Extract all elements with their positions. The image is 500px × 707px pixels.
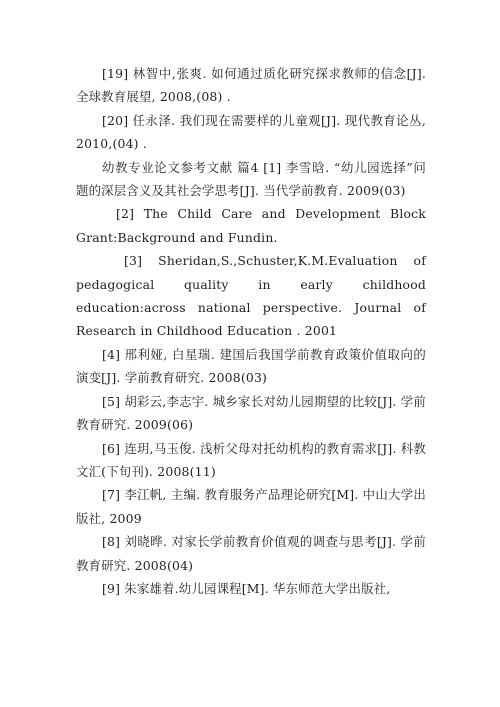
reference-entry-8: [8] 刘晓晔. 对家长学前教育价值观的调查与思考[J]. 学前教育研究. 2008(04) — [76, 534, 426, 573]
reference-entry-19: [19] 林智中,张爽. 如何通过质化研究探求教师的信念[J]. 全球教育展望, 2008,(08) . — [76, 66, 426, 105]
reference-entry-3: [3] Sheridan,S.,Schuster,K.M.Evaluation of pedagogical quality in early childhood education:across national perspective. Journal of Research in Childhood Education . 2001 — [76, 253, 426, 339]
section-heading-reference-1: 幼教专业论文参考文献 篇4 [1] 李雪晗. “幼儿园选择”问题的深层含义及其社会学思考[J]. 当代学前教育. 2009(03) — [76, 159, 426, 199]
reference-entry-2: [2] The Child Care and Development Block Grant:Background and Fundin. — [76, 206, 426, 245]
reference-entry-5: [5] 胡彩云,李志宇. 城乡家长对幼儿园期望的比较[J]. 学前教育研究. 2009(06) — [76, 393, 426, 433]
reference-entry-7: [7] 李江帆, 主编. 教育服务产品理论研究[M]. 中山大学出版社, 2009 — [76, 487, 426, 526]
reference-entry-6: [6] 连玥,马玉俊. 浅析父母对托幼机构的教育需求[J]. 科教文汇(下旬刊). 2008(11) — [76, 440, 426, 479]
reference-entry-9: [9] 朱家雄着.幼儿园课程[M]. 华东师范大学出版社, — [102, 580, 391, 596]
reference-list — [76, 62, 426, 600]
reference-entry-4: [4] 邢利娅, 白星瑞. 建国后我国学前教育政策价值取向的演变[J]. 学前教育研究. 2008(03) — [76, 346, 426, 386]
reference-entry-20: [20] 任永泽. 我们现在需要样的儿童观[J]. 现代教育论丛, 2010,(04) . — [76, 112, 426, 152]
